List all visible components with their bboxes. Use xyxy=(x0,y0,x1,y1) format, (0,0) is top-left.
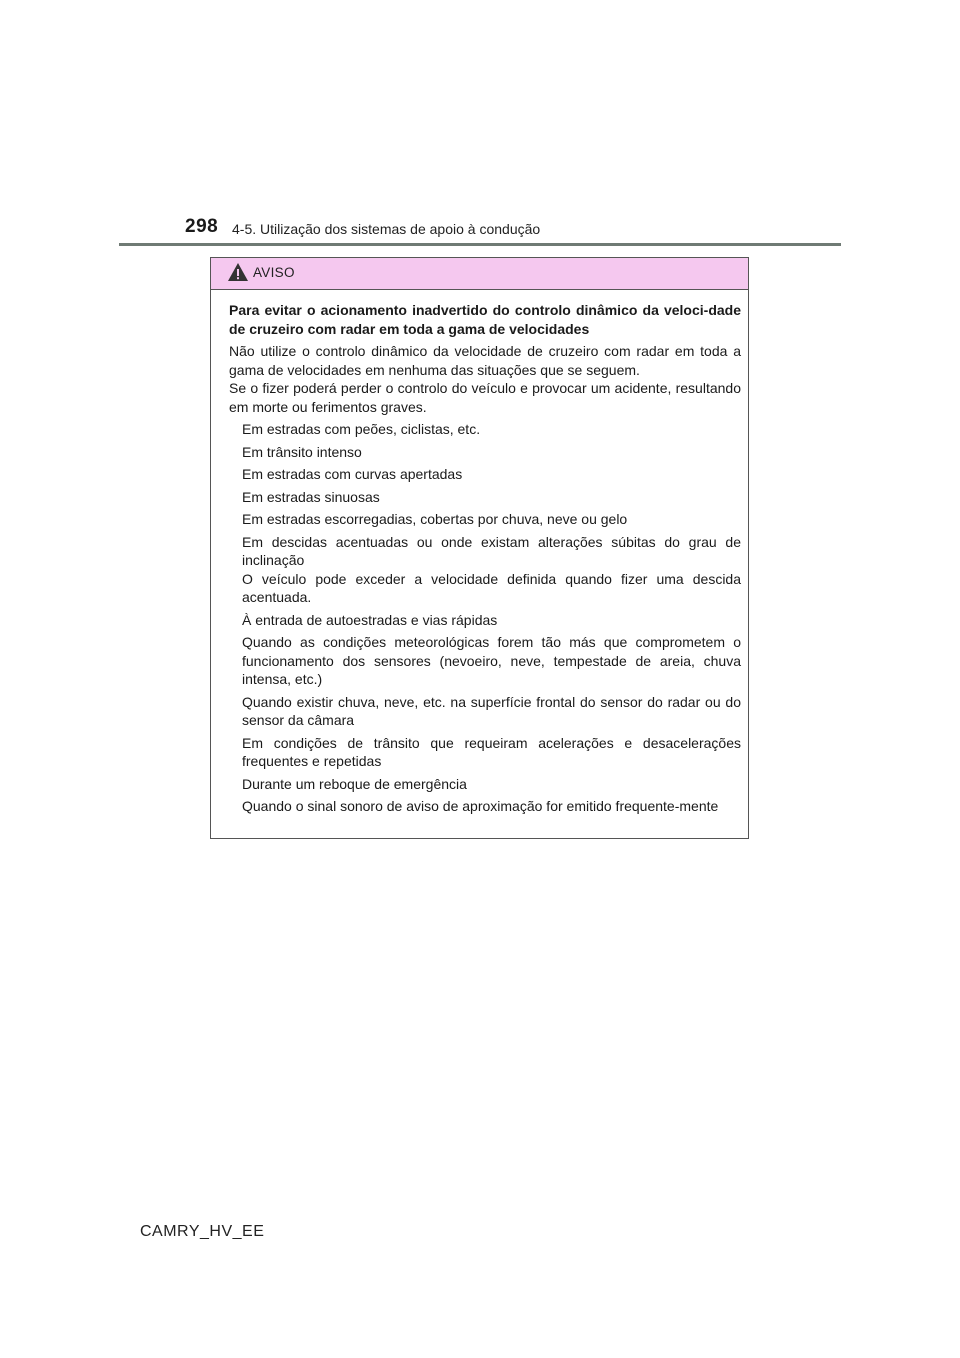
warning-header xyxy=(211,258,748,290)
list-item: Em estradas sinuosas xyxy=(242,488,380,505)
list-item: Quando as condições meteorológicas forem tão más que comprometem o funcionamento dos sensores (nevoeiro, neve, tempestade de areia, chuva intensa, etc.) xyxy=(242,634,741,687)
warning-item-list xyxy=(229,420,741,816)
warning-intro-1-text: Não utilize o controlo dinâmico da velocidade de cruzeiro com radar em toda a gama de velocidades em nenhuma das situações que se seguem. xyxy=(229,343,741,378)
list-item: Em estradas com curvas apertadas xyxy=(242,466,463,482)
list-item: Em estradas escorregadias, cobertas por chuva, neve ou gelo xyxy=(242,511,628,527)
warning-triangle-icon xyxy=(227,262,249,282)
list-item: Em condições de trânsito que requeiram acelerações e desacelerações frequentes e repetidas xyxy=(242,734,741,769)
warning-heading: Para evitar o acionamento inadvertido do controlo dinâmico da veloci-dade de cruzeiro com radar em toda a gama de velocidades xyxy=(229,302,741,337)
list-item: Quando existir chuva, neve, etc. na superfície frontal do sensor do radar ou do sensor da câmara xyxy=(242,693,741,728)
list-item xyxy=(242,533,741,607)
list-item: À entrada de autoestradas e vias rápidas xyxy=(242,611,498,628)
list-item: Em estradas com peões, ciclistas, etc. xyxy=(242,421,481,437)
warning-label: AVISO xyxy=(253,265,295,280)
header-rule xyxy=(119,243,841,246)
section-title: 4-5. Utilização dos sistemas de apoio à condução xyxy=(232,221,541,237)
warning-box xyxy=(210,257,749,839)
warning-intro-1 xyxy=(229,342,741,416)
page-number: 298 xyxy=(185,216,219,237)
list-item-text: Em descidas acentuadas ou onde existam alterações súbitas do grau de inclinação xyxy=(242,533,741,568)
warning-intro-2-text: Se o fizer poderá perder o controlo do veículo e provocar um acidente, resultando em morte ou ferimentos graves. xyxy=(229,380,741,415)
list-item: Quando o sinal sonoro de aviso de aproximação for emitido frequente-mente xyxy=(242,798,719,814)
warning-body xyxy=(211,290,748,816)
list-item-note: O veículo pode exceder a velocidade definida quando fizer uma descida acentuada. xyxy=(242,570,741,605)
model-code: CAMRY_HV_EE xyxy=(140,1223,265,1240)
list-item: Durante um reboque de emergência xyxy=(242,775,467,792)
list-item: Em trânsito intenso xyxy=(242,443,362,460)
